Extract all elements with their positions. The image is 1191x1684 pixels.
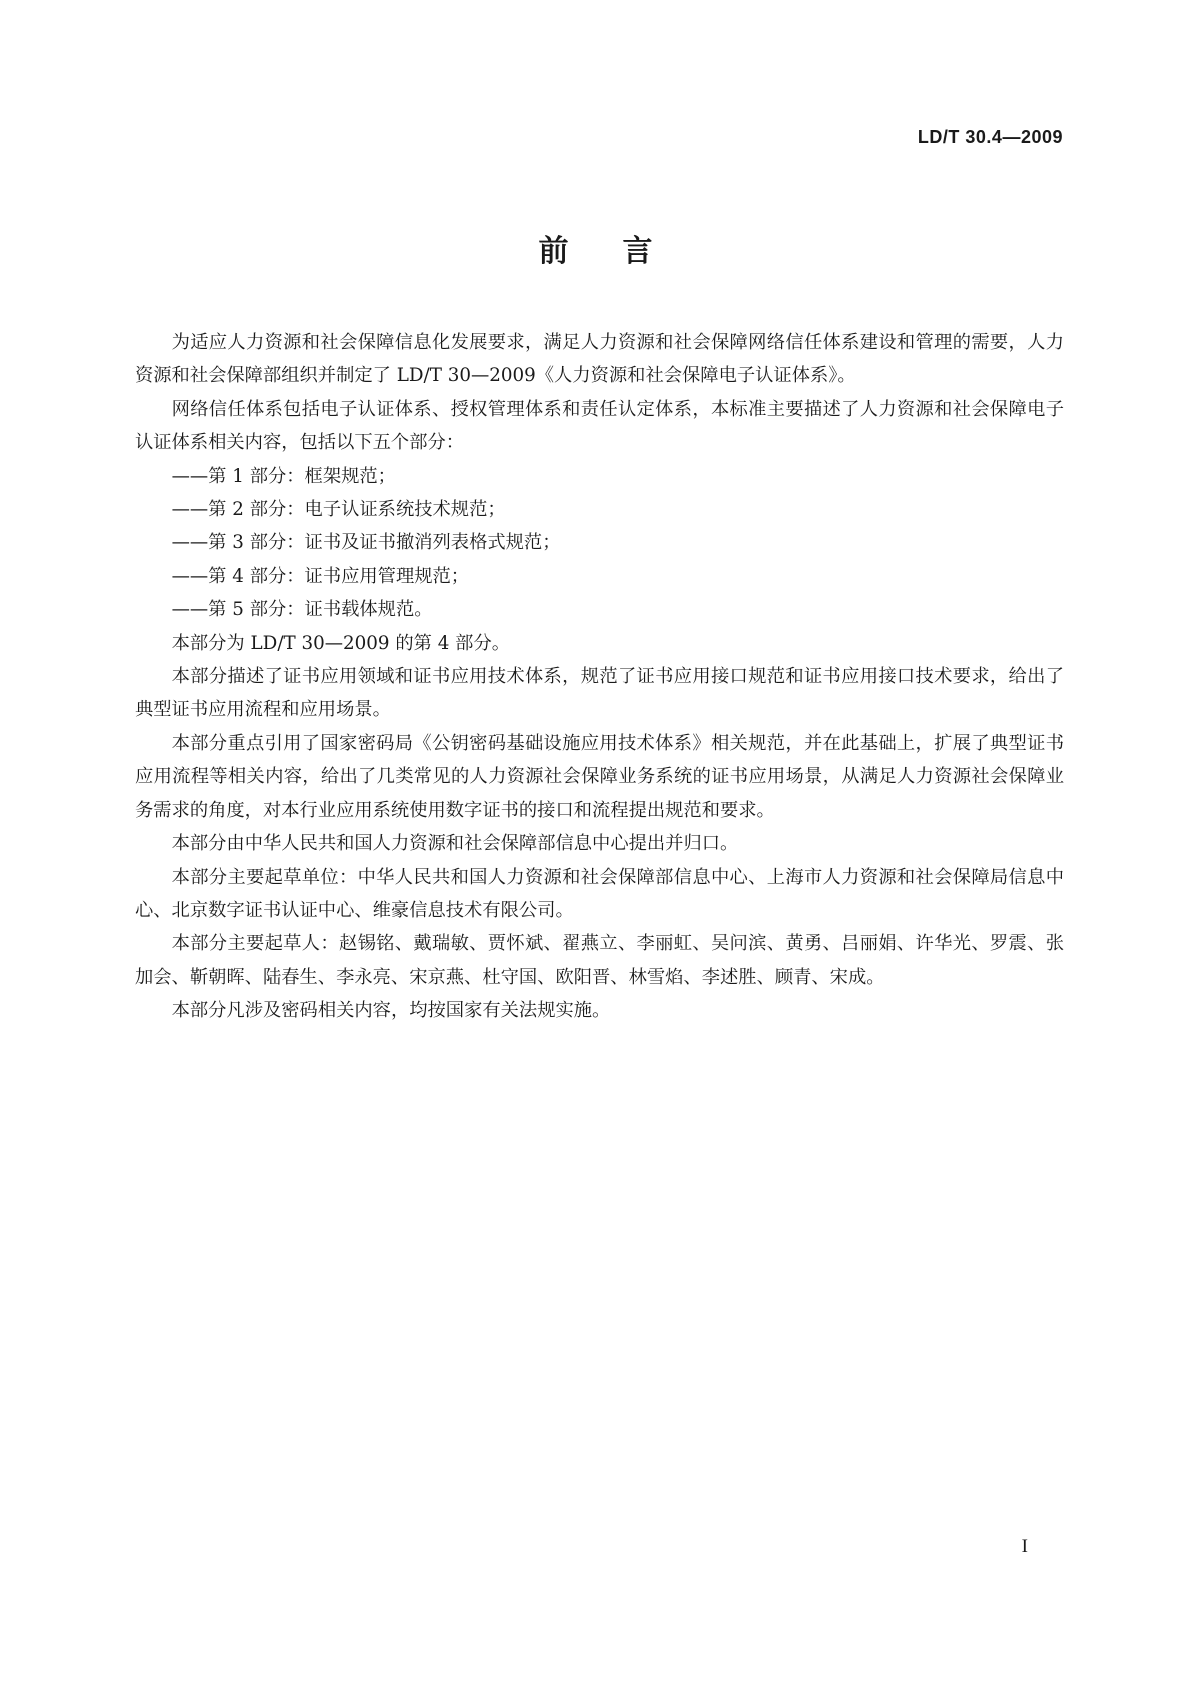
paragraph: 本部分为 LD/T 30—2009 的第 4 部分。	[171, 632, 511, 654]
part-list-item: ——第 1 部分：框架规范；	[171, 465, 396, 487]
part-list-item: ——第 5 部分：证书载体规范。	[171, 599, 433, 621]
document-code: LD/T 30.4—2009	[917, 127, 1063, 147]
paragraph: 网络信任体系包括电子认证体系、授权管理体系和责任认定体系，本标准主要描述了人力资源和社会保障电子认证体系相关内容，包括以下五个部分：	[135, 398, 1064, 454]
paragraph: 本部分主要起草人：赵锡铭、戴瑞敏、贾怀斌、翟燕立、李丽虹、吴问滨、黄勇、吕丽娟、许华光、罗震、张加会、靳朝晖、陆春生、李永亮、宋京燕、杜守国、欧阳晋、林雪焰、李述胜、顾青、宋成。	[135, 933, 1064, 988]
title-char-2: 言	[622, 234, 653, 269]
paragraph: 本部分主要起草单位：中华人民共和国人力资源和社会保障部信息中心、上海市人力资源和社会保障局信息中心、北京数字证书认证中心、维豪信息技术有限公司。	[135, 866, 1064, 921]
part-list-item: ——第 3 部分：证书及证书撤消列表格式规范；	[171, 532, 561, 554]
page-title	[0, 226, 1191, 270]
part-list-item: ——第 4 部分：证书应用管理规范；	[171, 565, 470, 587]
foreword-body	[135, 326, 1064, 1028]
paragraph: 本部分描述了证书应用领域和证书应用技术体系，规范了证书应用接口规范和证书应用接口技术要求，给出了典型证书应用流程和应用场景。	[135, 666, 1064, 721]
paragraph: 为适应人力资源和社会保障信息化发展要求，满足人力资源和社会保障网络信任体系建设和管理的需要，人力资源和社会保障部组织并制定了 LD/T 30—2009《人力资源和社会保障电子认证体系》。	[135, 332, 1064, 387]
paragraph: 本部分重点引用了国家密码局《公钥密码基础设施应用技术体系》相关规范，并在此基础上，扩展了典型证书应用流程等相关内容，给出了几类常见的人力资源社会保障业务系统的证书应用场景，从满足人力资源社会保障业务需求的角度，对本行业应用系统使用数字证书的接口和流程提出规范和要求。	[135, 732, 1064, 821]
title-char-1: 前	[538, 234, 569, 269]
part-list-item: ——第 2 部分：电子认证系统技术规范；	[171, 499, 506, 521]
paragraph: 本部分由中华人民共和国人力资源和社会保障部信息中心提出并归口。	[171, 833, 739, 855]
paragraph: 本部分凡涉及密码相关内容，均按国家有关法规实施。	[171, 1000, 611, 1022]
page-number: I	[1021, 1536, 1028, 1557]
